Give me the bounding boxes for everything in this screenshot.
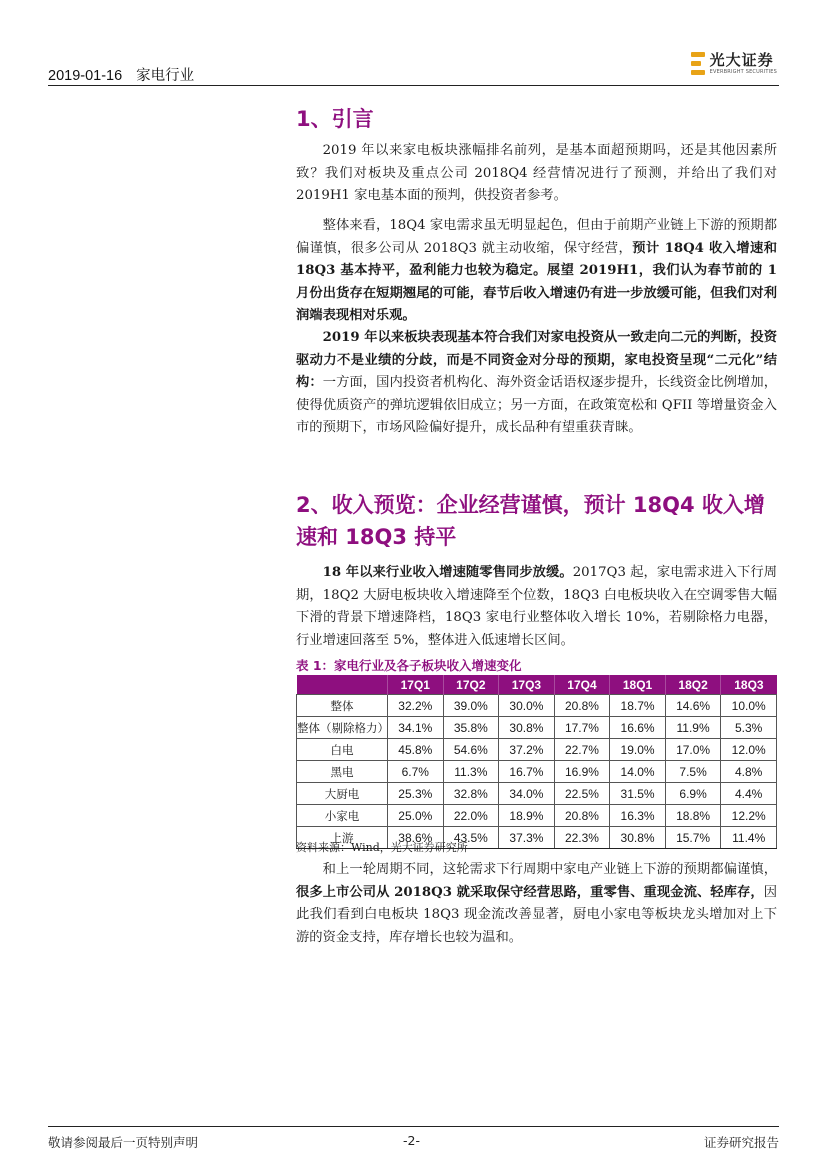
table-cell: 17.0% xyxy=(665,739,721,761)
table-cell: 16.3% xyxy=(610,805,666,827)
table-cell: 37.2% xyxy=(499,739,555,761)
table-cell: 22.3% xyxy=(554,827,610,849)
row-label: 整体（剔除格力） xyxy=(297,717,388,739)
table-row xyxy=(297,739,777,761)
intro-p3-text: 一方面，国内投资者机构化、海外资金话语权逐步提升，长线资金比例增加，使得优质资产的弹坑逻辑依旧成立；另一方面，在政策宽松和 QFII 等增量资金入市的预期下，市场风险偏好提升，成长品种有望重获青睐。 xyxy=(296,375,778,435)
table-cell: 22.7% xyxy=(554,739,610,761)
footer-disclaimer: 敬请参阅最后一页特别声明 xyxy=(48,1135,199,1150)
table-cell: 18.7% xyxy=(610,695,666,717)
column-header: 17Q1 xyxy=(388,675,444,695)
table-cell: 11.3% xyxy=(443,761,499,783)
column-header: 18Q1 xyxy=(610,675,666,695)
section-title-revenue-line2: 速和 18Q3 持平 xyxy=(296,525,457,549)
table-cell: 22.5% xyxy=(554,783,610,805)
section-title-intro: 1、引言 xyxy=(296,107,374,131)
table-row xyxy=(297,805,777,827)
table-caption: 表 1：家电行业及各子板块收入增速变化 xyxy=(296,658,522,673)
table-cell: 30.8% xyxy=(610,827,666,849)
table-source: 资料来源：Wind，光大证券研究所 xyxy=(296,841,468,854)
table-cell: 11.4% xyxy=(721,827,777,849)
table-cell: 12.2% xyxy=(721,805,777,827)
table-row xyxy=(297,695,777,717)
row-label: 上游 xyxy=(297,827,388,849)
revenue-growth-table xyxy=(296,675,777,849)
intro-p3-highlight: 2019 年以来板块表现基本符合我们对家电投资从一致走向二元的判断，投资驱动力不是业绩的分歧，而是不同资金对分母的预期，家电投资呈现“二元化”结构： xyxy=(296,330,777,390)
revenue-p2-text-b: 因此我们看到白电板块 18Q3 现金流改善显著，厨电小家电等板块龙头增加对上下游的资金支持，库存增长也较为温和。 xyxy=(296,884,777,945)
table-cell: 16.6% xyxy=(610,717,666,739)
row-label: 黑电 xyxy=(297,761,388,783)
table-cell: 30.0% xyxy=(499,695,555,717)
table-cell: 11.9% xyxy=(665,717,721,739)
column-header: 17Q2 xyxy=(443,675,499,695)
table-cell: 25.0% xyxy=(388,805,444,827)
revenue-p2-text-a: 和上一轮周期不同，这轮需求下行周期中家电产业链上下游的预期都偏谨慎， xyxy=(322,862,777,877)
table-cell: 31.5% xyxy=(610,783,666,805)
table-row xyxy=(297,783,777,805)
revenue-p2-highlight: 很多上市公司从 2018Q3 就采取保守经营思路，重零售、重现金流、轻库存， xyxy=(296,884,764,900)
table-cell: 20.8% xyxy=(554,805,610,827)
table-cell: 18.8% xyxy=(665,805,721,827)
report-type: 证券研究报告 xyxy=(703,1135,779,1150)
table-cell: 4.8% xyxy=(721,761,777,783)
table-cell: 10.0% xyxy=(721,695,777,717)
table-cell: 30.8% xyxy=(499,717,555,739)
revenue-paragraph-2 xyxy=(296,859,777,949)
revenue-p1-text: 2017Q3 起，家电需求进入下行周期，18Q2 大厨电板块收入增速降至个位数，18Q3 白电板块收入在空调零售大幅下滑的背景下增速降档，18Q3 家电行业整体收入增长 10%，若剔除格力电器，行业增速回落至 5%，整体进入低速增长区间。 xyxy=(296,565,777,648)
logo-name-cn: 光大证券 xyxy=(709,51,774,69)
table-cell: 22.0% xyxy=(443,805,499,827)
header-divider xyxy=(48,85,779,86)
table-cell: 35.8% xyxy=(443,717,499,739)
table-cell: 7.5% xyxy=(665,761,721,783)
section-title-revenue xyxy=(296,489,779,553)
table-cell: 34.1% xyxy=(388,717,444,739)
table-cell: 5.3% xyxy=(721,717,777,739)
row-label: 大厨电 xyxy=(297,783,388,805)
table-cell: 39.0% xyxy=(443,695,499,717)
table-cell: 12.0% xyxy=(721,739,777,761)
table-cell: 32.2% xyxy=(388,695,444,717)
row-label: 整体 xyxy=(297,695,388,717)
industry-label: 家电行业 xyxy=(136,68,195,84)
column-header: 17Q4 xyxy=(554,675,610,695)
intro-p2-highlight: 预计 18Q4 收入增速和 18Q3 基本持平，盈利能力也较为稳定。展望 2019H1，我们认为春节前的 1 月份出货存在短期翘尾的可能，春节后收入增速仍有进一步放缓可能，但我们对利润端表现相对乐观。 xyxy=(296,240,777,323)
table-cell: 15.7% xyxy=(665,827,721,849)
table-cell: 6.7% xyxy=(388,761,444,783)
table-cell: 16.7% xyxy=(499,761,555,783)
footer-divider xyxy=(48,1126,779,1127)
revenue-p1-highlight: 18 年以来行业收入增速随零售同步放缓。 xyxy=(322,565,573,580)
revenue-paragraph-1 xyxy=(296,562,777,652)
page-number: -2- xyxy=(403,1133,420,1148)
table-cell: 34.0% xyxy=(499,783,555,805)
table-cell: 43.5% xyxy=(443,827,499,849)
table-cell: 25.3% xyxy=(388,783,444,805)
intro-paragraph-2 xyxy=(296,215,777,328)
logo-name-en: EVERBRIGHT SECURITIES xyxy=(709,69,777,75)
table-row xyxy=(297,761,777,783)
report-date: 2019-01-16 xyxy=(48,68,123,84)
section-title-revenue-line1: 2、收入预览：企业经营谨慎，预计 18Q4 收入增 xyxy=(296,493,765,517)
column-header: 18Q3 xyxy=(721,675,777,695)
table-cell: 32.8% xyxy=(443,783,499,805)
table-cell: 20.8% xyxy=(554,695,610,717)
company-logo xyxy=(691,52,777,76)
report-header xyxy=(48,64,194,85)
table-header-row xyxy=(297,675,777,695)
table-cell: 16.9% xyxy=(554,761,610,783)
table-cell: 45.8% xyxy=(388,739,444,761)
table-cell: 37.3% xyxy=(499,827,555,849)
logo-icon xyxy=(691,52,705,76)
table-cell: 14.0% xyxy=(610,761,666,783)
row-label: 小家电 xyxy=(297,805,388,827)
table-cell: 38.6% xyxy=(388,827,444,849)
table-cell: 6.9% xyxy=(665,783,721,805)
table-cell: 54.6% xyxy=(443,739,499,761)
column-header: 18Q2 xyxy=(665,675,721,695)
table-corner-cell xyxy=(297,675,388,695)
table-cell: 4.4% xyxy=(721,783,777,805)
intro-p2-text: 整体来看，18Q4 家电需求虽无明显起色，但由于前期产业链上下游的预期都偏谨慎，很多公司从 2018Q3 就主动收缩，保守经营， xyxy=(296,218,777,256)
column-header: 17Q3 xyxy=(499,675,555,695)
table-cell: 18.9% xyxy=(499,805,555,827)
row-label: 白电 xyxy=(297,739,388,761)
table-cell: 19.0% xyxy=(610,739,666,761)
table-cell: 17.7% xyxy=(554,717,610,739)
intro-paragraph-1: 2019 年以来家电板块涨幅排名前列，是基本面超预期吗，还是其他因素所致？我们对板块及重点公司 2018Q4 经营情况进行了预测，并给出了我们对 2019H1 家电基本面的预判，供投资者参考。 xyxy=(296,143,777,203)
intro-paragraph-3 xyxy=(296,327,777,440)
table-row xyxy=(297,717,777,739)
table-cell: 14.6% xyxy=(665,695,721,717)
